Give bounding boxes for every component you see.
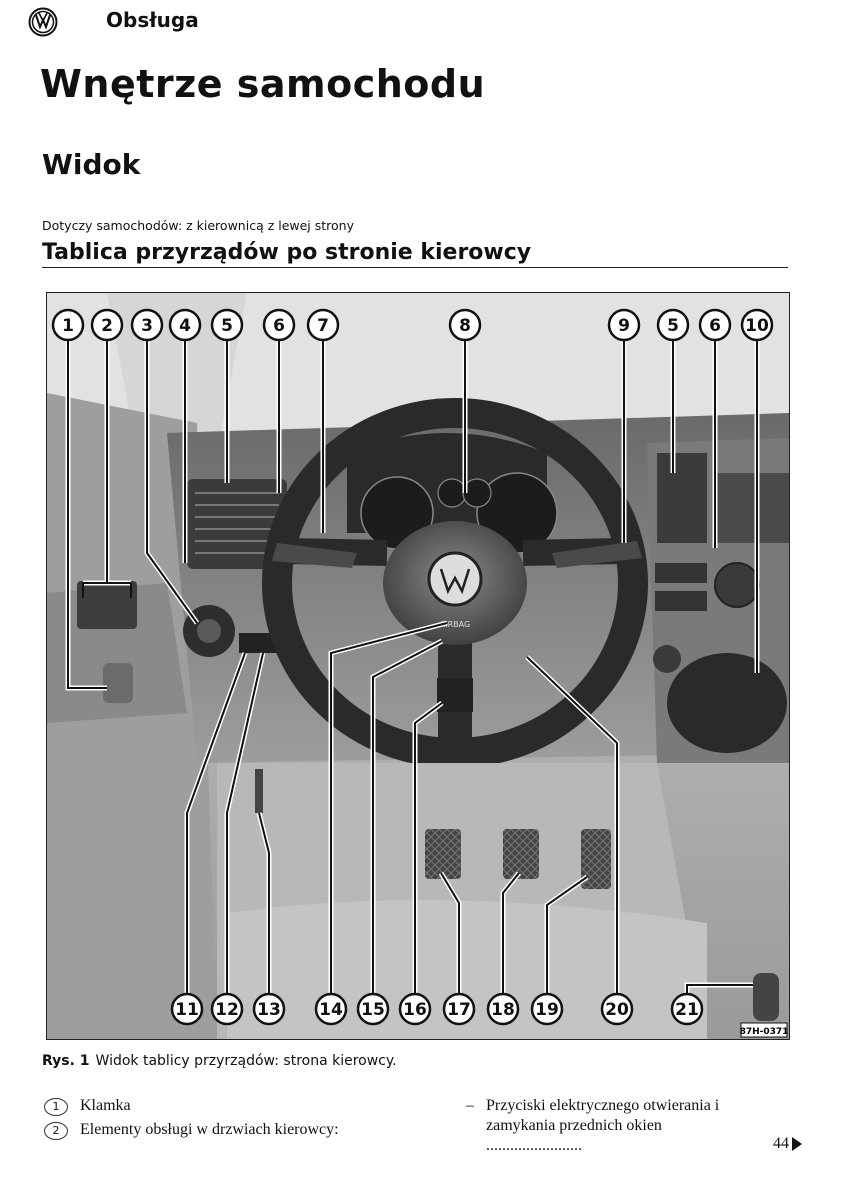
radio-unit	[717, 473, 789, 543]
clutch-pedal	[425, 829, 461, 879]
window-switch-panel	[77, 581, 137, 629]
brake-pedal	[503, 829, 539, 879]
svg-text:13: 13	[257, 1000, 281, 1020]
legend-text: Elementy obsługi w drzwiach kierowcy:	[80, 1121, 339, 1138]
vw-logo-icon	[28, 7, 58, 37]
callout-20	[602, 994, 632, 1024]
svg-text:8: 8	[459, 316, 471, 336]
svg-text:21: 21	[675, 1000, 699, 1020]
svg-text:6: 6	[709, 316, 721, 336]
callout-5	[212, 310, 242, 340]
legend-text: Klamka	[80, 1097, 131, 1114]
svg-text:5: 5	[667, 316, 679, 336]
callout-9	[609, 310, 639, 340]
dot-leader: ........................	[486, 1137, 582, 1154]
svg-text:7: 7	[317, 316, 329, 336]
svg-text:6: 6	[273, 316, 285, 336]
figure-code: 87H-0371	[739, 1027, 789, 1037]
window-switch-entry: Przyciski elektrycznego otwierania i zamykania przednich okien	[486, 1097, 720, 1134]
callout-4	[170, 310, 200, 340]
callout-6b	[700, 310, 730, 340]
svg-text:3: 3	[141, 316, 153, 336]
next-arrow-icon	[792, 1137, 802, 1151]
callout-13	[254, 994, 284, 1024]
heading-rule	[42, 267, 788, 268]
callout-12	[212, 994, 242, 1024]
page-header	[28, 6, 58, 38]
svg-text:18: 18	[491, 1000, 515, 1020]
page-subtitle: Widok	[42, 148, 141, 181]
svg-text:9: 9	[618, 316, 630, 336]
svg-text:17: 17	[447, 1000, 471, 1020]
gear-lever-boot	[667, 653, 787, 753]
callout-8	[450, 310, 480, 340]
callout-15	[358, 994, 388, 1024]
callout-16	[400, 994, 430, 1024]
legend-number: 2	[44, 1122, 68, 1140]
airbag-label: AIRBAG	[439, 620, 471, 629]
callout-14	[316, 994, 346, 1024]
svg-text:1: 1	[62, 316, 74, 336]
steering-column-lever	[437, 678, 473, 712]
heater-knob	[715, 563, 759, 607]
svg-text:4: 4	[179, 316, 191, 336]
center-air-vent	[657, 453, 707, 543]
callout-17	[444, 994, 474, 1024]
right-column	[466, 1096, 736, 1156]
handbrake	[753, 973, 779, 1021]
callout-2	[92, 310, 122, 340]
callout-11	[172, 994, 202, 1024]
list-item	[44, 1096, 344, 1116]
list-item	[44, 1120, 344, 1140]
bullet-dash: –	[466, 1097, 474, 1114]
svg-text:10: 10	[745, 316, 769, 336]
svg-text:5: 5	[221, 316, 233, 336]
section-heading: Tablica przyrządów po stronie kierowcy	[42, 240, 532, 265]
figure-caption	[42, 1053, 397, 1069]
page-number: 44	[773, 1135, 789, 1152]
svg-text:11: 11	[175, 1000, 199, 1020]
page-title: Wnętrze samochodu	[40, 62, 486, 106]
caption-text: Widok tablicy przyrządów: strona kierowcy.	[95, 1053, 397, 1069]
section-label: Obsługa	[106, 8, 199, 32]
caption-label: Rys. 1	[42, 1053, 90, 1069]
callout-5b	[658, 310, 688, 340]
svg-text:16: 16	[403, 1000, 427, 1020]
legend-list	[44, 1096, 344, 1144]
applies-to-note: Dotyczy samochodów: z kierownicą z lewej strony	[42, 218, 354, 233]
callout-3	[132, 310, 162, 340]
callout-6	[264, 310, 294, 340]
svg-text:19: 19	[535, 1000, 559, 1020]
callout-7	[308, 310, 338, 340]
callout-19	[532, 994, 562, 1024]
svg-text:12: 12	[215, 1000, 239, 1020]
callout-18	[488, 994, 518, 1024]
svg-text:14: 14	[319, 1000, 343, 1020]
hood-release	[255, 769, 263, 813]
dashboard-illustration	[47, 293, 789, 1039]
page-number-link[interactable]	[773, 1135, 802, 1153]
svg-text:15: 15	[361, 1000, 385, 1020]
callout-1	[53, 310, 83, 340]
svg-text:20: 20	[605, 1000, 629, 1020]
svg-text:2: 2	[101, 316, 113, 336]
callout-21	[672, 994, 702, 1024]
dashboard-figure	[46, 292, 790, 1040]
door-handle	[103, 663, 133, 703]
callout-10	[742, 310, 772, 340]
legend-number: 1	[44, 1098, 68, 1116]
